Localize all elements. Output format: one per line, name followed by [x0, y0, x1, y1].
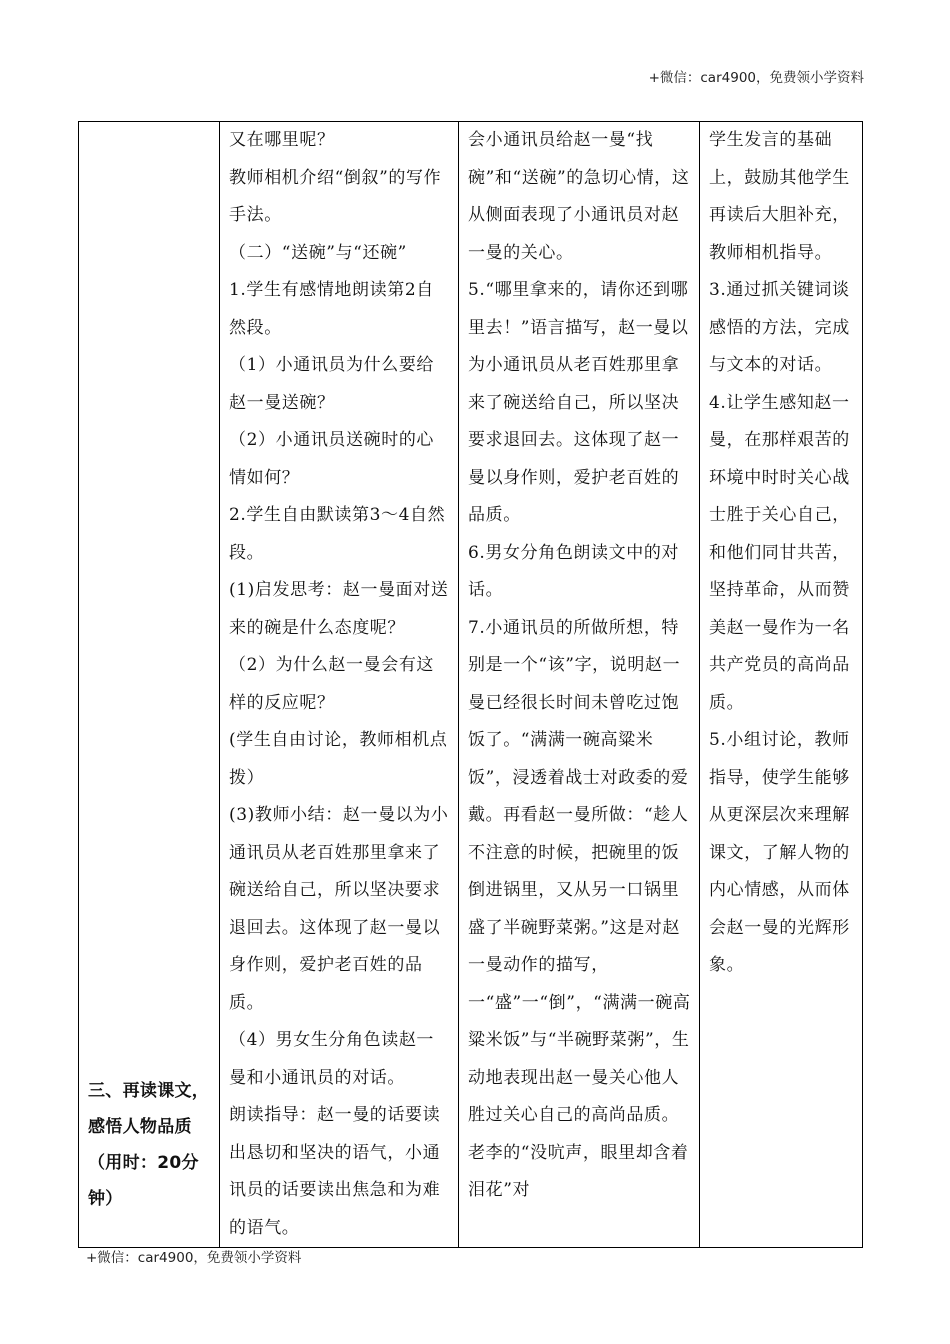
paragraph: 学生发言的基础上，鼓励其他学生再读后大胆补充，教师相机指导。: [709, 130, 850, 263]
paragraph: （4）男女生分角色读赵一曼和小通讯员的对话。: [229, 1030, 435, 1088]
paragraph: 钟）: [88, 1189, 123, 1209]
paragraph: 1.学生有感情地朗读第2自然段。: [229, 280, 434, 338]
paragraph: 5.小组讨论，教师指导，使学生能够从更深层次来理解课文，了解人物的内心情感，从而体会赵一曼的光辉形象。: [709, 730, 850, 975]
header-note: +微信：car4900，免费领小学资料: [648, 70, 864, 86]
paragraph: （用时：20分: [88, 1153, 199, 1173]
paragraph: 教师相机介绍“倒叙”的写作手法。: [229, 167, 442, 225]
paragraph: 6.男女分角色朗读文中的对话。: [468, 542, 680, 600]
paragraph: 三、再读课文，: [88, 1081, 210, 1101]
teacher-activity-cell: [220, 122, 459, 1248]
paragraph: (1)启发思考：赵一曼面对送来的碗是什么态度呢？: [229, 580, 449, 638]
paragraph: （二）“送碗”与“还碗”: [229, 242, 407, 263]
paragraph: （1）小通讯员为什么要给赵一曼送碗？: [229, 355, 435, 413]
paragraph: 会小通讯员给赵一曼“找碗”和“送碗”的急切心情，这从侧面表现了小通讯员对赵一曼的关心。: [468, 130, 690, 263]
paragraph: (3)教师小结：赵一曼以为小通讯员从老百姓那里拿来了碗送给自己，所以坚决要求退回去。这体现了赵一曼以身作则，爱护老百姓的品质。: [229, 805, 449, 1013]
paragraph: 4.让学生感知赵一曼，在那样艰苦的环境中时时关心战士胜于关心自己，和他们同甘共苦，坚持革命，从而赞美赵一曼作为一名共产党员的高尚品质。: [709, 392, 850, 713]
intent-cell: [700, 122, 863, 1248]
footer-note: +微信：car4900，免费领小学资料: [86, 1250, 302, 1266]
design-intent-text: [700, 122, 862, 985]
stage-cell: [79, 122, 220, 1248]
paragraph: 3.通过抓关键词谈感悟的方法，完成与文本的对话。: [709, 280, 850, 375]
paragraph: （2）为什么赵一曼会有这样的反应呢？: [229, 655, 435, 713]
lesson-plan-table: [78, 121, 863, 1248]
analysis-cell: [459, 122, 700, 1248]
paragraph: 又在哪里呢？: [229, 130, 335, 150]
stage-title: [79, 1073, 219, 1247]
paragraph: （2）小通讯员送碗时的心情如何？: [229, 430, 435, 488]
paragraph: 7.小通讯员的所做所想，特别是一个“该”字，说明赵一曼已经很长时间未曾吃过饱饭了。“满满一碗高粱米饭”，浸透着战士对政委的爱戴。再看赵一曼所做：“趁人不注意的时候，把碗里的饭倒进锅里，又从另一口锅里盛了半碗野菜粥。”这是对赵一曼动作的描写，一“盛”一“倒”，“满满一碗高粱米饭”与“半碗野菜粥”，生动地表现出赵一曼关心他人胜过关心自己的高尚品质。老李的“没吭声，眼里却含着泪花”对: [468, 617, 691, 1200]
paragraph: 感悟人物品质: [88, 1117, 192, 1137]
paragraph: 5.“哪里拿来的，请你还到哪里去！”语言描写，赵一曼以为小通讯员从老百姓那里拿来了碗送给自己，所以坚决要求退回去。这体现了赵一曼以身作则，爱护老百姓的品质。: [468, 280, 689, 525]
table-row: [79, 122, 863, 1248]
paragraph: (学生自由讨论，教师相机点拨）: [229, 730, 448, 788]
teacher-activity-text: [220, 122, 458, 1247]
text-analysis-text: [459, 122, 699, 1210]
paragraph: 朗读指导：赵一曼的话要读出恳切和坚决的语气，小通讯员的话要读出焦急和为难的语气。: [229, 1105, 441, 1238]
paragraph: 2.学生自由默读第3～4自然段。: [229, 505, 446, 563]
